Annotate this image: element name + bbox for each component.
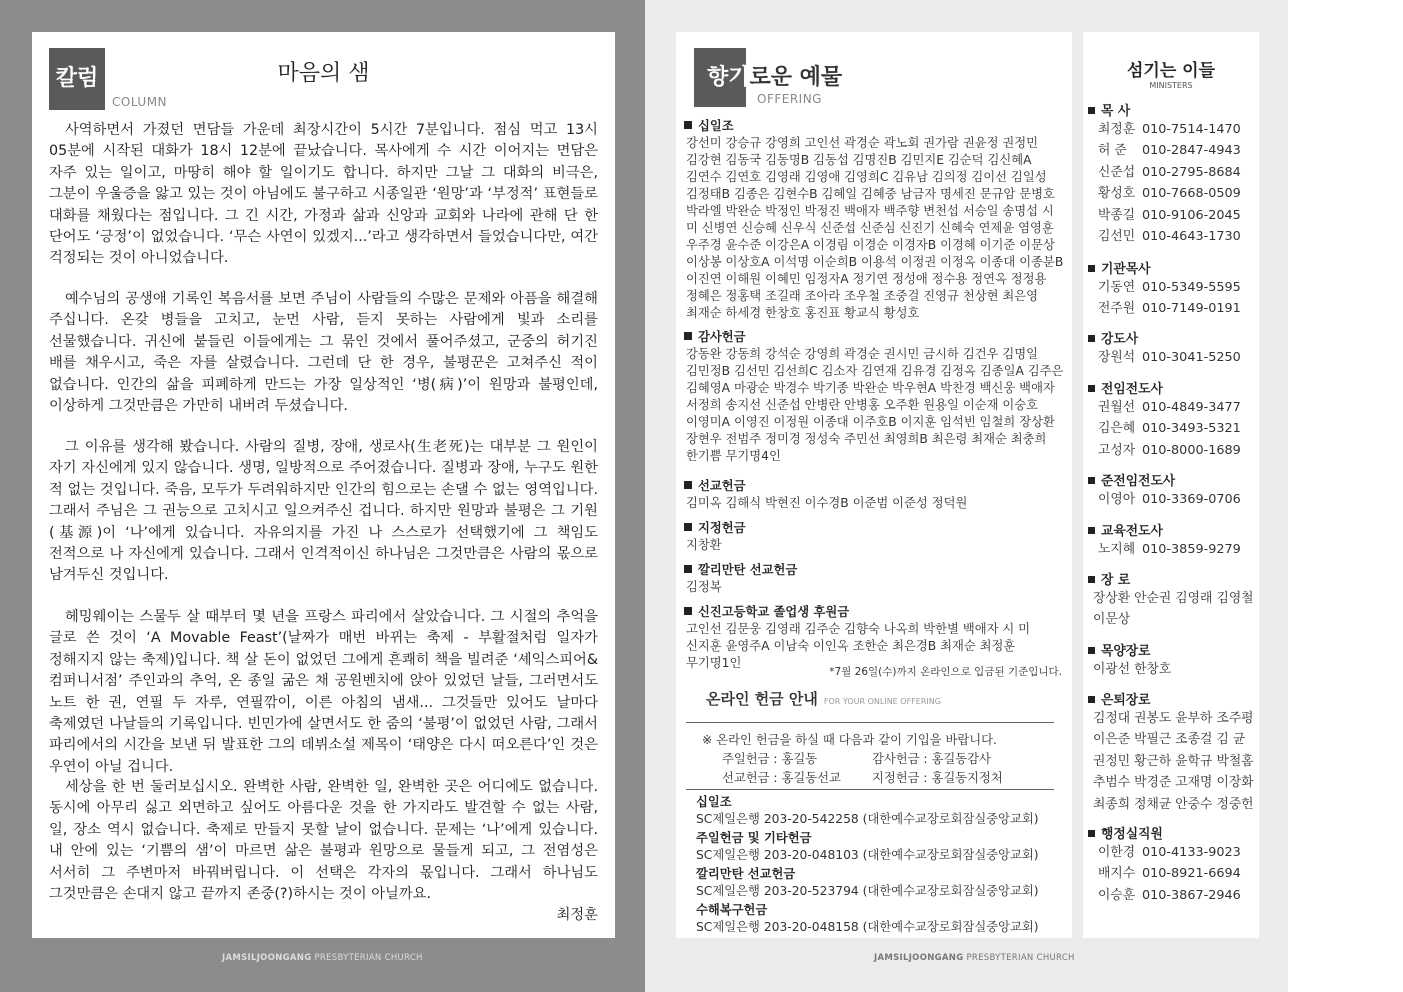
minister-section-shepherd-elders	[1088, 640, 1258, 680]
minister-section-semifulltime	[1088, 470, 1258, 510]
online-example: 감사헌금 : 홍길동감사	[872, 752, 991, 766]
donor-names: 김미옥 김해식 박현진 이수경B 이준범 이준성 정덕원	[686, 496, 968, 510]
online-example: 지정헌금 : 홍길동지정처	[872, 771, 1003, 785]
column-paragraph-4: 헤밍웨이는 스물두 살 때부터 몇 년을 프랑스 파리에서 살았습니다. 그 시절의 추억을 글로 쓴 것이 ‘A Movable Feast’(날짜가 매번 바뀌는 축제 - 부활절처럼 일자가 정해지지 않는 축제)입니다. 책 살 돈이 없었던 그에게 흔쾌히 책을 빌려준 ‘셰익스피어&컴퍼니서점’ 주인과의 추억, 온 종일 굶은 채 공원벤치에 앉아 있었던 날들, 그러면서도 노트 한 권, 연필 두 자루, 연필깎이, 이른 아침의 냄새... 그것들만 있어도 날마다 축제였던 나날들의 기록입니다. 빈민가에 살면서도 한 줌의 ‘불평’이 없었던 사람, 그래서 파리에서의 시간을 보낸 뒤 발표한 그의 데뷔소설 제목이 ‘태양은 다시 떠오른다’인 것은 우연이 아닐 겁니다.	[49, 609, 598, 775]
minister-section-elders	[1088, 569, 1258, 631]
account-number: SC제일은행 203-20-048103 (대한예수교장로회잠실중앙교회)	[696, 848, 1039, 862]
column-paragraph-2: 예수님의 공생애 기록인 복음서를 보면 주님이 사람들의 수많은 문제와 아픔을 해결해 주십니다. 온갖 병들을 고치고, 눈먼 사람, 듣지 못하는 사람에게 빛과 소리를 선물했습니다. 귀신에 붙들린 이들에게는 그 묶인 것에서 풀어주셨고, 군중의 허기진 배를 채우시고, 죽은 자를 살렸습니다. 그런데 단 한 경우, 불평꾼은 고쳐주신 적이 없습니다. 인간의 삶을 피폐하게 만드는 가장 일상적인 ‘병(病)’이 원망과 불평인데, 이상하게 그것만큼은 가만히 내버려 두셨습니다.	[49, 291, 598, 415]
donor-names: 고인선 김문웅 김영래 김주순 김향숙 나옥희 박한별 백애자 시 미 신지훈 윤영주A 이남숙 이인옥 조한순 최은경B 최재순 최정훈 무기명1인	[686, 622, 1031, 670]
offering-tag-sub: OFFERING	[757, 92, 822, 106]
section-heading: 준전임전도사	[1088, 470, 1258, 489]
contact-row: 이영아 010-3369-0706	[1098, 492, 1241, 507]
retired-elder-names: 김정대 권봉도 윤부하 조주평 이은준 박필근 조종걸 김 균 권정민 황근하 윤학규 박철홈 추범수 박경준 고재명 이장화 최종희 정채균 안중수 정중헌	[1093, 711, 1254, 812]
column-paragraph-3: 그 이유를 생각해 봤습니다. 사람의 질병, 장애, 생로사(生老死)는 대부분 그 원인이 자기 자신에게 있지 않습니다. 생명, 일방적으로 주어졌습니다. 질병과 장애, 누구도 원한 적 없는 것입니다. 죽음, 모두가 두려워하지만 인간의 힘으로는 손댈 수 없는 영역입니다. 그래서 주님은 그 권능으로 고치시고 일으켜주신 겁니다. 하지만 원망과 불평은 그 기원(基源)이 ‘나’에게 있습니다. 자유의지를 가진 나 스스로가 선택했기에 그 책임도 전적으로 나 자신에게 있습니다. 그래서 인격적이신 하나님은 그것만큼은 사람의 몫으로 남겨두신 것입니다.	[49, 439, 598, 584]
right-footer: JAMSILJOONGANG PRESBYTERIAN CHURCH	[874, 953, 1075, 963]
elder-names: 장상환 안순권 김영래 김영철 이문상	[1093, 591, 1254, 628]
section-heading: 신진고등학교 졸업생 후원금	[684, 604, 1069, 621]
donor-names: 강동완 강동희 강석순 강영희 곽경순 권시민 금시하 김건우 김명일 김민정B 김선민 김선희C 김소자 김연재 김유경 김정옥 김종일A 김주은 김혜영A 마광순 박경수 박기종 박완순 박우현A 박찬경 백신웅 백애자 서정희 송지선 신준섭 안병란 안병홍 오주환 원용일 이순재 이숭호 이영미A 이영진 이정원 이종대 이주호B 이지훈 임석빈 임철희 장상환 장현우 전범주 정미경 정성숙 주민선 최영희B 최은령 최재순 최충희 한기쁨 무기명4인	[686, 347, 1064, 463]
account-label: 깔리만탄 선교헌금	[696, 867, 796, 881]
divider	[686, 789, 1054, 790]
section-heading: 지정헌금	[684, 520, 1069, 537]
minister-section-retired-elders	[1088, 689, 1258, 815]
contact-row: 박종길 010-9106-2045	[1098, 207, 1241, 223]
margin-area	[1288, 0, 1403, 992]
donor-names: 지창환	[686, 538, 722, 552]
column-paragraph-1: 사역하면서 가졌던 면담들 가운데 최장시간이 5시간 7분입니다. 점심 먹고 13시 05분에 시작된 대화가 18시 12분에 끝났습니다. 목사에게 수 시간 이어지는 면담은 자주 있는 일이고, 마땅히 해야 할 일이기도 합니다. 하지만 그날 그 대화의 비극은, 그분이 우울증을 앓고 있는 것이 아님에도 불구하고 시종일관 ‘원망’과 ‘부정적’ 표현들로 대화를 채웠다는 점입니다. 그 긴 시간, 가정과 삶과 신앙과 교회와 나라에 관해 단 한 단어도 ‘긍정’이 없었습니다. ‘무슨 사연이 있겠지...’라고 생각하면서 들었습니다만, 여간 걱정되는 것이 아니었습니다.	[49, 122, 598, 267]
offering-section-thanks	[684, 329, 1069, 465]
donor-names: 김정복	[686, 580, 722, 594]
contact-row: 김선민 010-4643-1730	[1098, 228, 1241, 244]
contact-row: 고성자 010-8000-1689	[1098, 442, 1241, 458]
minister-section-staff	[1088, 823, 1258, 906]
section-heading: 강도사	[1088, 328, 1258, 347]
minister-section-education	[1088, 520, 1258, 560]
offering-card	[676, 32, 1072, 938]
left-footer: JAMSILJOONGANG PRESBYTERIAN CHURCH	[222, 953, 423, 963]
contact-row: 신준섭 010-2795-8684	[1098, 164, 1241, 180]
account-label: 주일헌금 및 기타헌금	[696, 831, 812, 845]
online-offering-title: 온라인 헌금 안내 FOR YOUR ONLINE OFFERING	[706, 690, 941, 708]
minister-section-pastor	[1088, 100, 1258, 247]
minister-section-preacher	[1088, 328, 1258, 368]
section-heading: 전임전도사	[1088, 378, 1258, 397]
offering-section-tithe	[684, 118, 1069, 322]
column-tag: 칼럼	[49, 48, 105, 110]
ministers-title: 섬기는 이들	[1126, 61, 1216, 81]
section-heading: 은퇴장로	[1088, 689, 1258, 708]
section-heading: 기관목사	[1088, 258, 1258, 277]
section-heading: 깔리만탄 선교헌금	[684, 562, 1069, 579]
column-title: 마음의 샘	[277, 61, 370, 86]
offering-section-mission	[684, 478, 1069, 512]
minister-section-fulltime	[1088, 378, 1258, 461]
column-card	[32, 32, 615, 938]
contact-row: 전주원 010-7149-0191	[1098, 301, 1241, 317]
account-number: SC제일은행 203-20-542258 (대한예수교장로회잠실중앙교회)	[696, 812, 1039, 826]
offering-note: *7월 26일(수)까지 온라인으로 입금된 기준입니다.	[829, 666, 1062, 678]
contact-row: 권월선 010-4849-3477	[1098, 400, 1241, 415]
contact-row: 배지수 010-8921-6694	[1098, 866, 1241, 882]
section-heading: 장 로	[1088, 569, 1258, 588]
account-number: SC제일은행 203-20-523794 (대한예수교장로회잠실중앙교회)	[696, 884, 1039, 898]
contact-row: 기동연 010-5349-5595	[1098, 280, 1241, 295]
offering-section-kalimantan	[684, 562, 1069, 596]
minister-section-agency	[1088, 258, 1258, 320]
contact-row: 노지혜 010-3859-9279	[1098, 542, 1241, 557]
section-heading: 감사헌금	[684, 329, 1069, 346]
contact-row: 김은혜 010-3493-5321	[1098, 421, 1241, 437]
account-label: 수해복구헌금	[696, 903, 768, 917]
offering-title: 향기로운 예물	[707, 65, 843, 90]
account-number: SC제일은행 203-20-048158 (대한예수교장로회잠실중앙교회)	[696, 920, 1039, 934]
contact-row: 이승훈 010-3867-2946	[1098, 887, 1241, 903]
column-tag-sub: COLUMN	[112, 95, 168, 109]
offering-section-sinjin	[684, 604, 1069, 672]
online-instruction: ※ 온라인 헌금을 하실 때 다음과 같이 기입을 바랍니다.	[702, 733, 997, 747]
donor-names: 강선미 강승규 강영희 고인선 곽경순 곽노회 권가람 권윤정 권정민 김강현 김동국 김동명B 김동섭 김명진B 김민지E 김순덕 김신혜A 김연수 김연호 김영래 김영애 김영희C 김유남 김의정 김이선 김일성 김정태B 김종은 김현수B 김혜일 김혜중 남금자 명세진 문규암 문병호 박라엘 박완순 박정인 박정진 백애자 백주향 변천섭 서승일 송명섭 시 미 신병연 신승혜 신우식 신준섭 신준심 신진기 신혜숙 연제윤 염영훈 우주경 윤수준 이강은A 이경림 이경순 이경자B 이경혜 이기준 이문상 이상봉 이상호A 이석명 이순희B 이용석 이정권 이정옥 이종대 이종분B 이진연 이해원 이혜민 임정자A 정기연 정성애 정수용 정연옥 정정용 정혜은 정홍택 조길래 조아라 조우철 조중걸 진영규 천상현 최은영 최재순 하세경 한창호 홍진표 황교식 황성호	[686, 136, 1064, 320]
section-heading: 목양장로	[1088, 640, 1258, 659]
account-label: 십일조	[696, 795, 732, 809]
column-paragraph-5: 세상을 한 번 둘러보십시오. 완벽한 사람, 완벽한 일, 완벽한 곳은 어디에도 없습니다. 동시에 아무리 싫고 외면하고 싶어도 아름다운 것을 한 가지라도 발견할 수 없는 사람, 일, 장소 역시 없습니다. 축제로 만들지 못할 날이 없습니다. 문제는 ‘나’에게 있습니다. 내 안에 있는 ‘기쁨의 샘’이 마르면 삶은 불평과 원망으로 물들게 되고, 그 전염성은 서서히 그 주변마저 바꿔버립니다. 이 선택은 각자의 몫입니다. 그래서 하나님도 그것만큼은 손대지 않고 끝까지 존중(?)하시는 것이 아닐까요.	[49, 779, 598, 903]
contact-row: 허 준 010-2847-4943	[1098, 143, 1241, 159]
section-heading: 선교헌금	[684, 478, 1069, 495]
contact-row: 장원석 010-3041-5250	[1098, 350, 1241, 365]
contact-row: 최정훈 010-7514-1470	[1098, 122, 1241, 137]
divider	[686, 722, 1054, 723]
section-heading: 십일조	[684, 118, 1069, 135]
offering-section-designated	[684, 520, 1069, 554]
shepherd-elder-names: 이광선 한창호	[1093, 662, 1172, 677]
online-example: 주일헌금 : 홍길동	[722, 752, 818, 766]
contact-row: 황성호 010-7668-0509	[1098, 186, 1241, 202]
online-example: 선교헌금 : 홍길동선교	[722, 771, 841, 785]
section-heading: 교육전도사	[1088, 520, 1258, 539]
section-heading: 행정실직원	[1088, 823, 1258, 842]
column-author: 최정훈	[556, 907, 598, 923]
ministers-card	[1083, 32, 1259, 938]
ministers-sub: MINISTERS	[1149, 81, 1193, 90]
section-heading: 목 사	[1088, 100, 1258, 119]
contact-row: 이한경 010-4133-9023	[1098, 845, 1241, 860]
